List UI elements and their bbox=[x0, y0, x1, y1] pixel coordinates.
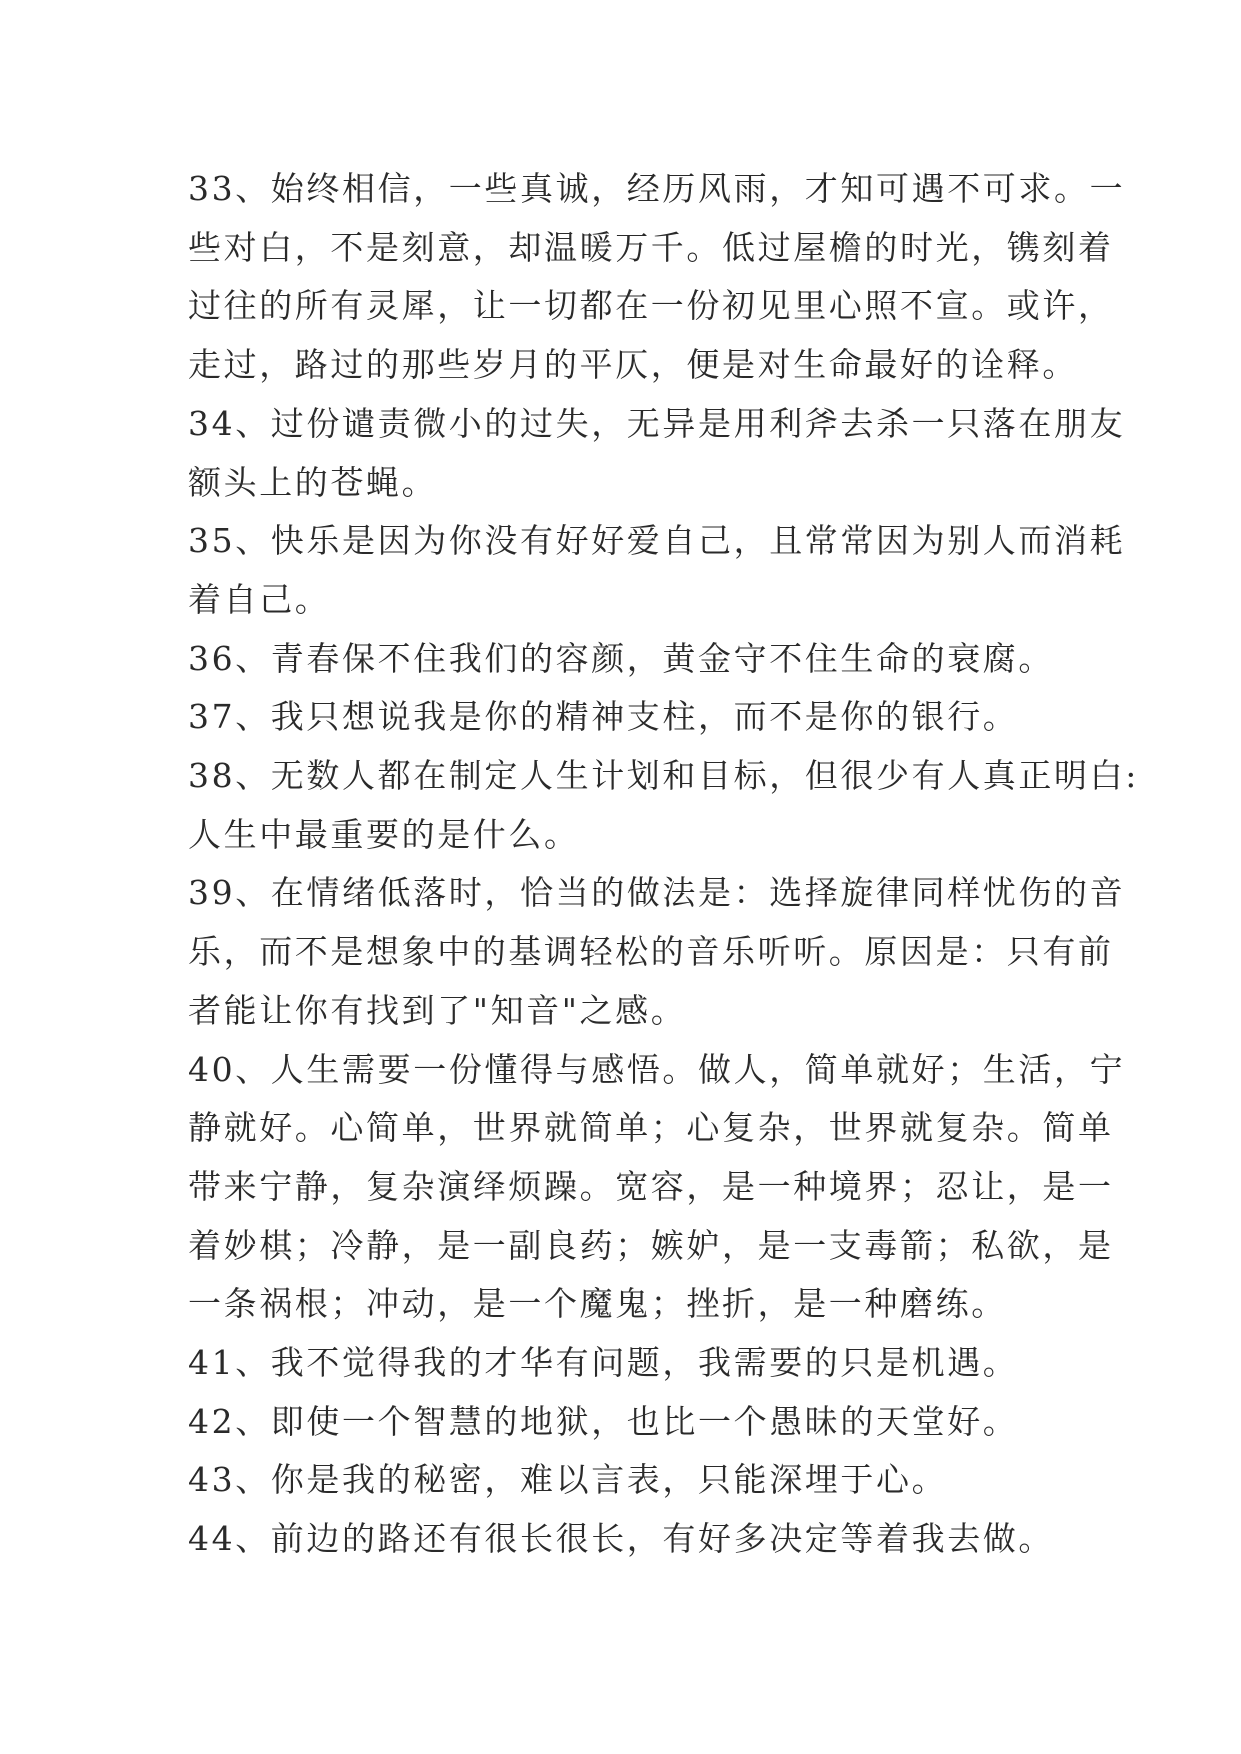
text-line: 42、即使一个智慧的地狱，也比一个愚昧的天堂好。 bbox=[188, 1401, 1019, 1441]
text-line: 33、始终相信，一些真诚，经历风雨，才知可遇不可求。一 bbox=[188, 169, 1126, 208]
text-line: 34、过份谴责微小的过失，无异是用利斧去杀一只落在朋友 bbox=[188, 403, 1126, 443]
text-line: 者能让你有找到了"知音"之感。 bbox=[188, 990, 687, 1030]
text-line: 人生中最重要的是什么。 bbox=[188, 814, 580, 854]
document-body bbox=[188, 160, 1139, 1569]
text-line: 40、人生需要一份懂得与感悟。做人，简单就好；生活，宁 bbox=[188, 1049, 1126, 1089]
text-line: 着妙棋；冷静，是一副良药；嫉妒，是一支毒箭；私欲，是 bbox=[188, 1225, 1114, 1265]
text-line: 带来宁静，复杂演绎烦躁。宽容，是一种境界；忍让，是一 bbox=[188, 1166, 1114, 1206]
text-line: 44、前边的路还有很长很长，有好多决定等着我去做。 bbox=[188, 1519, 1054, 1559]
quote-entry-34 bbox=[188, 395, 1126, 512]
text-line: 39、在情绪低落时，恰当的做法是：选择旋律同样忧伤的音 bbox=[188, 873, 1126, 913]
text-line: 着自己。 bbox=[188, 579, 331, 619]
text-line: 35、快乐是因为你没有好好爱自己，且常常因为别人而消耗 bbox=[188, 521, 1126, 561]
text-line: 36、青春保不住我们的容颜，黄金守不住生命的衰腐。 bbox=[188, 638, 1054, 678]
quote-entry-33 bbox=[188, 160, 1126, 395]
text-line: 乐，而不是想象中的基调轻松的音乐听听。原因是：只有前 bbox=[188, 932, 1114, 972]
text-line: 一条祸根；冲动，是一个魔鬼；挫折，是一种磨练。 bbox=[188, 1284, 1007, 1324]
quote-entry-41 bbox=[188, 1334, 1068, 1393]
text-line: 走过，路过的那些岁月的平仄，便是对生命最好的诠释。 bbox=[188, 345, 1078, 385]
text-line: 些对白，不是刻意，却温暖万千。低过屋檐的时光，镌刻着 bbox=[188, 227, 1114, 267]
quote-entry-40 bbox=[188, 1041, 1126, 1335]
quote-entry-44 bbox=[188, 1510, 1068, 1569]
quote-entry-39 bbox=[188, 864, 1126, 1040]
quote-entry-36 bbox=[188, 630, 1068, 689]
text-line: 37、我只想说我是你的精神支柱，而不是你的银行。 bbox=[188, 697, 1019, 737]
quote-entry-42 bbox=[188, 1393, 1068, 1452]
quote-entry-35 bbox=[188, 512, 1126, 629]
text-line: 过往的所有灵犀，让一切都在一份初见里心照不宣。或许， bbox=[188, 286, 1114, 326]
text-line: 额头上的苍蝇。 bbox=[188, 462, 438, 502]
quote-entry-37 bbox=[188, 688, 1068, 747]
quote-entry-38 bbox=[188, 747, 1139, 864]
text-line: 38、无数人都在制定人生计划和目标，但很少有人真正明白: bbox=[188, 756, 1139, 796]
text-line: 静就好。心简单，世界就简单；心复杂，世界就复杂。简单 bbox=[188, 1108, 1114, 1148]
text-line: 41、我不觉得我的才华有问题，我需要的只是机遇。 bbox=[188, 1343, 1019, 1383]
quote-entry-43 bbox=[188, 1451, 1068, 1510]
text-line: 43、你是我的秘密，难以言表，只能深埋于心。 bbox=[188, 1460, 948, 1500]
